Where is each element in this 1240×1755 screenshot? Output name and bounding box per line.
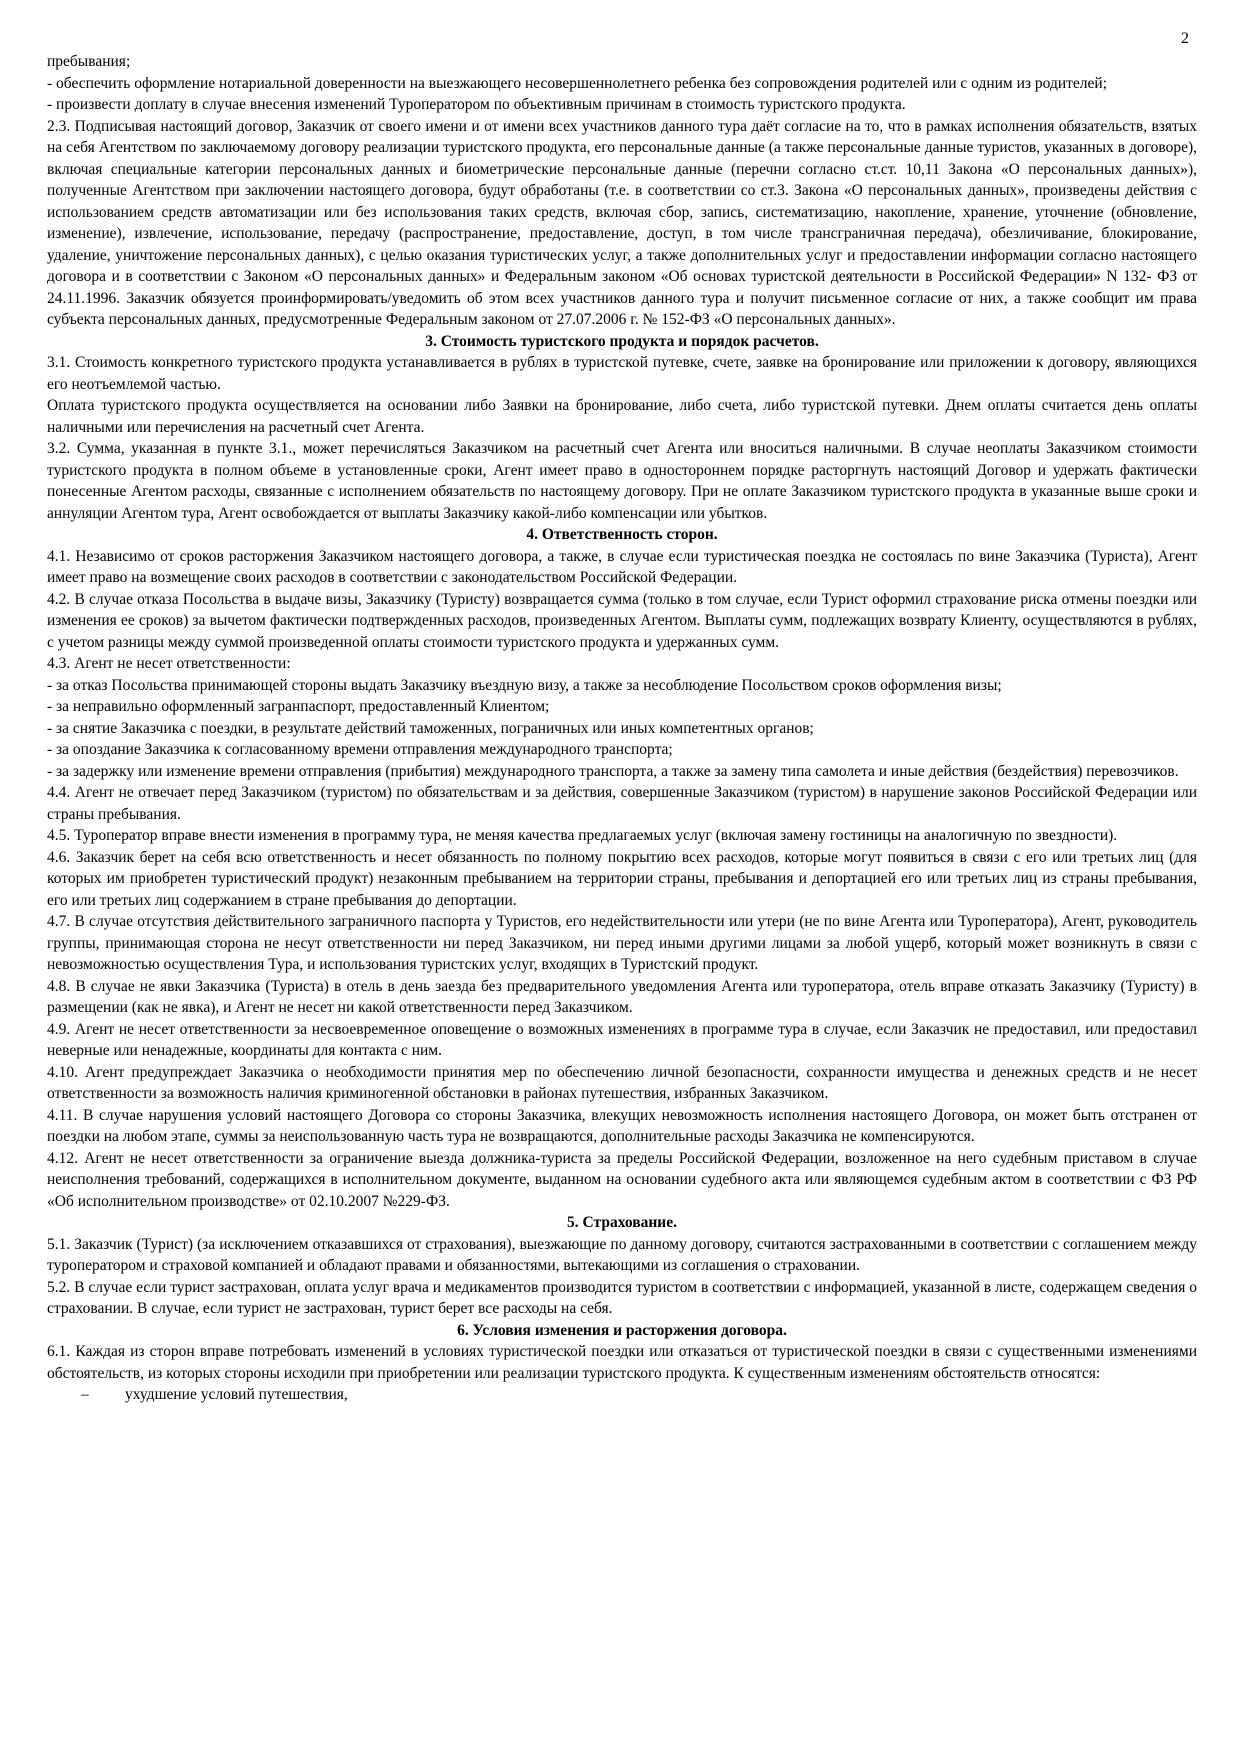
section-heading-6: 6. Условия изменения и расторжения договора. [457,1321,787,1339]
liability-item: - за отказ Посольства принимающей стороны выдать Заказчику въездную визу, а также за несоблюдение Посольством сроков оформления визы; [47,676,1002,694]
intro-line: - обеспечить оформление нотариальной доверенности на выезжающего несовершеннолетнего ребенка без сопровождения родителей или с одним из родителей; [47,74,1107,92]
clause-5-2: 5.2. В случае если турист застрахован, оплата услуг врача и медикаментов производится туристом в соответствии с информацией, указанной в листе, содержащем сведения о страховании. В случае, если турист не застрахован, турист берет все расходы на себя. [47,1278,1197,1317]
clause-4-2: 4.2. В случае отказа Посольства в выдаче визы, Заказчику (Туристу) возвращается сумма (только в том случае, если Турист оформил страхование риска отмены поездки или изменения ее сроков) за вычетом фактически подтвержденных расходов, произведенных Агентом. Выплаты сумм, подлежащих возврату Клиенту, осуществляются в рублях, с учетом разницы между суммой произведенной оплаты стоимости туристского продукта и удержанных сумм. [47,590,1197,651]
clause-4-10: 4.10. Агент предупреждает Заказчика о необходимости принятия мер по обеспечению личной безопасности, сохранности имущества и денежных средств и не несет ответственности за возможность наличия криминогенной обстановки в районах путешествия, избранных Заказчиком. [47,1063,1197,1102]
clause-4-5: 4.5. Туроператор вправе внести изменения в программу тура, не меняя качества предлагаемых услуг (включая замену гостиницы на аналогичную по звездности). [47,827,1118,844]
section-heading-3: 3. Стоимость туристского продукта и порядок расчетов. [425,332,819,350]
list-item-text: ухудшение условий путешествия, [125,1386,348,1403]
clause-4-6: 4.6. Заказчик берет на себя всю ответственность и несет обязанность по полному покрытию всех расходов, которые могут появиться в связи с его или третьих лиц (для которых им приобретен туристический продукт) незаконным пребыванием на территории страны, пребывания и депортацией его или третьих лиц из страны пребывания, его или третьих лиц содержанием в стране пребывания до депортации. [47,848,1197,909]
clause-4-11: 4.11. В случае нарушения условий настоящего Договора со стороны Заказчика, влекущих невозможность исполнения настоящего Договора, он может быть отстранен от поездки на любом этапе, суммы за неиспользованную часть тура не возвращаются, дополнительные расходы Заказчика не компенсируются. [47,1106,1197,1145]
list-dash: – [81,1386,89,1403]
section-heading-5: 5. Страхование. [567,1214,677,1231]
clause-3-2: 3.2. Сумма, указанная в пункте 3.1., может перечисляться Заказчиком на расчетный счет Агента или вноситься наличными. В случае неоплаты Заказчиком стоимости туристского продукта в полном объеме в установленные сроки, Агент имеет право в одностороннем порядке расторгнуть настоящий Договор и удержать фактически понесенные Агентом расходы, связанные с исполнением обязательств по настоящему договору. При не оплате Заказчиком туристского продукта в указанные выше сроки и аннуляции Агентом тура, Агент освобождается от выплаты Заказчику какой-либо компенсации или убытков. [47,440,1197,522]
clause-4-4: 4.4. Агент не отвечает перед Заказчиком (туристом) по обязательствам и за действия, совершенные Заказчиком (туристом) в нарушение законов Российской Федерации или страны пребывания. [47,784,1197,823]
liability-item: - за снятие Заказчика с поездки, в результате действий таможенных, пограничных или иных компетентных органов; [47,719,814,737]
clause-4-12: 4.12. Агент не несет ответственности за ограничение выезда должника-туриста за пределы Российской Федерации, возложенное на него судебным приставом в случае неисполнения требований, содержащихся в исполнительном документе, выданном на основании судебного акта или являющемся судебным актом в соответствии с ФЗ РФ «Об исполнительном производстве» от 02.10.2007 №229-ФЗ. [47,1149,1197,1210]
list-item [47,1384,1197,1406]
intro-line: пребывания; [47,53,131,70]
intro-line: - произвести доплату в случае внесения изменений Туроператором по объективным причинам в стоимость туристского продукта. [47,96,906,113]
document-body [47,51,1197,1406]
clause-4-1: 4.1. Независимо от сроков расторжения Заказчиком настоящего договора, а также, в случае если туристическая поездка не состоялась по вине Заказчика (Туриста), Агент имеет право на возмещение своих расходов в соответствии с законодательством Российской Федерации. [47,547,1197,586]
liability-item: - за опоздание Заказчика к согласованному времени отправления международного транспорта; [47,741,673,758]
section-heading-4: 4. Ответственность сторон. [526,526,718,543]
page-number: 2 [1181,30,1189,47]
clause-2-3: 2.3. Подписывая настоящий договор, Заказчик от своего имени и от имени всех участников данного тура даёт согласие на то, что в рамках исполнения обязательств, взятых на себя Агентством по заключаемому договору реализации туристского продукта, его персональные данные (а также персональные данные туристов, указанных в договоре), включая специальные категории персональных данных и биометрические персональные данные (перечни согласно ст.ст. 10,11 Закона «О персональных данных»), полученные Агентством при заключении настоящего договора, будут обработаны (т.е. в соответствии со ст.3. Закона «О персональных данных», произведены действия с использованием средств автоматизации или без использования таких средств, включая сбор, запись, систематизацию, накопление, хранение, уточнение (обновление, изменение), извлечение, использование, передачу (распространение, предоставление, доступ, в том числе трансграничная передача), обезличивание, блокирование, удаление, уничтожение персональных данных), с целью оказания туристических услуг, а также дополнительных услуг и предоставлении информации согласно настоящего договора и в соответствии с Законом «О персональных данных» и Федеральным законом «Об основах туристской деятельности в Российской Федерации» N 132- ФЗ от 24.11.1996. Заказчик обязуется проинформировать/уведомить об этом всех участников данного тура и получит письменное согласие от них, а также сообщит им права субъекта персональных данных, предусмотренные Федеральным законом от 27.07.2006 г. № 152-ФЗ «О персональных данных». [47,117,1197,328]
clause-4-7: 4.7. В случае отсутствия действительного заграничного паспорта у Туристов, его недействительности или утери (не по вине Агента или Туроператора), Агент, руководитель группы, принимающая сторона не несут ответственности ни перед Заказчиком, ни перед иными другими лицами за любой ущерб, который может возникнуть в связи с невозможностью осуществления Тура, и использования туристских услуг, входящих в Туристский продукт. [47,913,1197,973]
clause-5-1: 5.1. Заказчик (Турист) (за исключением отказавшихся от страхования), выезжающие по данному договору, считаются застрахованными в соответствии с соглашением между туроператором и страховой компанией и обладают правами и обязанностями, вытекающими из соглашения о страховании. [47,1235,1197,1274]
liability-item: - за задержку или изменение времени отправления (прибытия) международного транспорта, а также за замену типа самолета и иные действия (бездействия) перевозчиков. [47,762,1179,780]
clause-6-1: 6.1. Каждая из сторон вправе потребовать изменений в условиях туристической поездки или отказаться от туристической поездки в связи с существенными изменениями обстоятельств, из которых стороны исходили при приобретении или реализации туристского продукта. К существенным изменениям обстоятельств относятся: [47,1343,1197,1382]
clause-4-9: 4.9. Агент не несет ответственности за несвоевременное оповещение о возможных изменениях в программе тура в случае, если Заказчик не предоставил, или предоставил неверные или ненадежные, координаты для контакта с ним. [47,1020,1197,1059]
clause-3-1: 3.1. Стоимость конкретного туристского продукта устанавливается в рублях в туристской путевке, счете, заявке на бронирование или приложении к договору, являющихся его неотъемлемой частью. [47,354,1197,393]
liability-item: - за неправильно оформленный загранпаспорт, предоставленный Клиентом; [47,698,550,715]
clause-4-3: 4.3. Агент не несет ответственности: [47,655,291,672]
payment-paragraph: Оплата туристского продукта осуществляется на основании либо Заявки на бронирование, либо счета, либо туристской путевки. Днем оплаты считается день оплаты наличными или перечисления на расчетный счет Агента. [47,397,1197,436]
clause-4-8: 4.8. В случае не явки Заказчика (Туриста) в отель в день заезда без предварительного уведомления Агента или туроператора, отель вправе отказать Заказчику (Туристу) в размещении (как не явка), и Агент не несет ни какой ответственности перед Заказчиком. [47,977,1197,1016]
